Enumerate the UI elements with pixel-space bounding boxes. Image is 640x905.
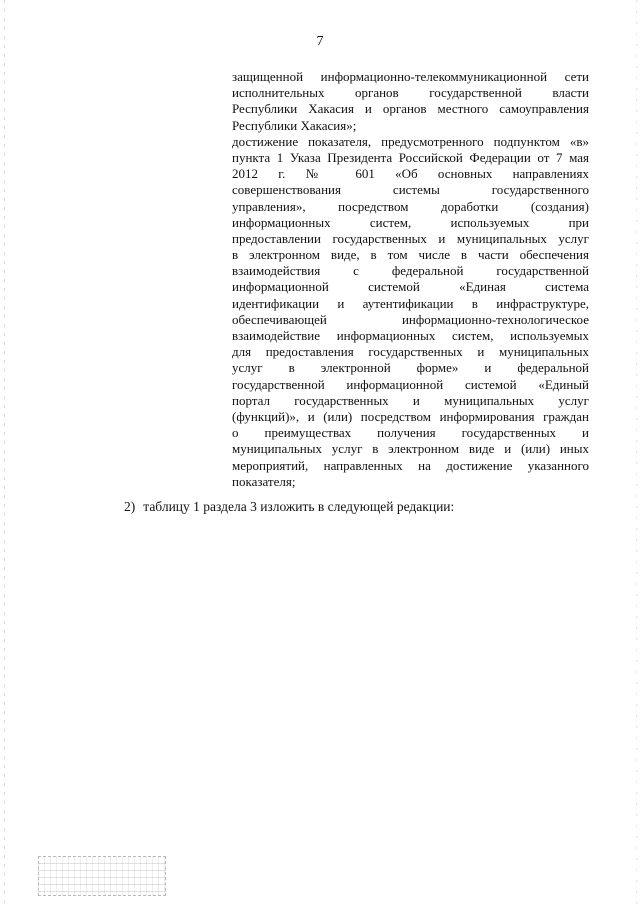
list-item-2-text: таблицу 1 раздела 3 изложить в следующей редакции:: [143, 499, 455, 514]
text-line: государственной информационной системой «Единый: [232, 376, 589, 392]
list-item-2-marker: 2): [124, 499, 136, 514]
page-number: 7: [316, 34, 324, 49]
text-line: управления», посредством доработки (создания): [232, 198, 589, 214]
text-line: в электронном виде, в том числе в части обеспечения: [232, 247, 589, 263]
text-line: идентификации и аутентификации в инфраструктуре,: [232, 295, 589, 311]
text-line: обеспечивающей информационно-технологическое: [232, 311, 589, 327]
text-line: пункта 1 Указа Президента Российской Федерации от 7 мая: [232, 149, 589, 165]
text-line: Республики Хакасия и органов местного самоуправления: [232, 101, 589, 117]
text-line: достижение показателя, предусмотренного подпунктом «в»: [232, 133, 589, 149]
text-line: показателя;: [232, 473, 296, 489]
text-line: предоставлении государственных и муниципальных услуг: [232, 230, 589, 246]
text-line: услуг в электронной форме» и федеральной: [232, 360, 589, 376]
text-line: взаимодействие информационных систем, используемых: [232, 328, 589, 343]
scan-edge-right: [636, 0, 637, 905]
text-line: защищенной информационно-телекоммуникационной сети: [232, 69, 589, 84]
list-item-2: [124, 498, 454, 516]
text-line: информационных систем, используемых при: [232, 214, 589, 230]
text-line: о преимуществах получения государственных и: [232, 425, 589, 441]
text-line: (функций)», и (или) посредством информирования граждан: [232, 408, 589, 424]
text-line: взаимодействия с федеральной государственной: [232, 263, 589, 279]
text-line: информационной системой «Единая система: [232, 279, 589, 295]
scan-edge-left: [4, 0, 5, 905]
text-line: для предоставления государственных и муниципальных: [232, 344, 589, 360]
text-line: мероприятий, направленных на достижение указанного: [232, 457, 589, 473]
continuation-text-block: [232, 69, 589, 490]
text-line: 2012 г. № 601 «Об основных направлениях: [232, 166, 589, 182]
text-line: Республики Хакасия»;: [232, 117, 357, 133]
text-line: муниципальных услуг в электронном виде и (или) иных: [232, 441, 589, 457]
faded-stamp: [38, 856, 166, 896]
text-line: совершенствования системы государственного: [232, 182, 589, 198]
text-line: портал государственных и муниципальных услуг: [232, 392, 589, 408]
text-line: исполнительных органов государственной власти: [232, 85, 589, 101]
